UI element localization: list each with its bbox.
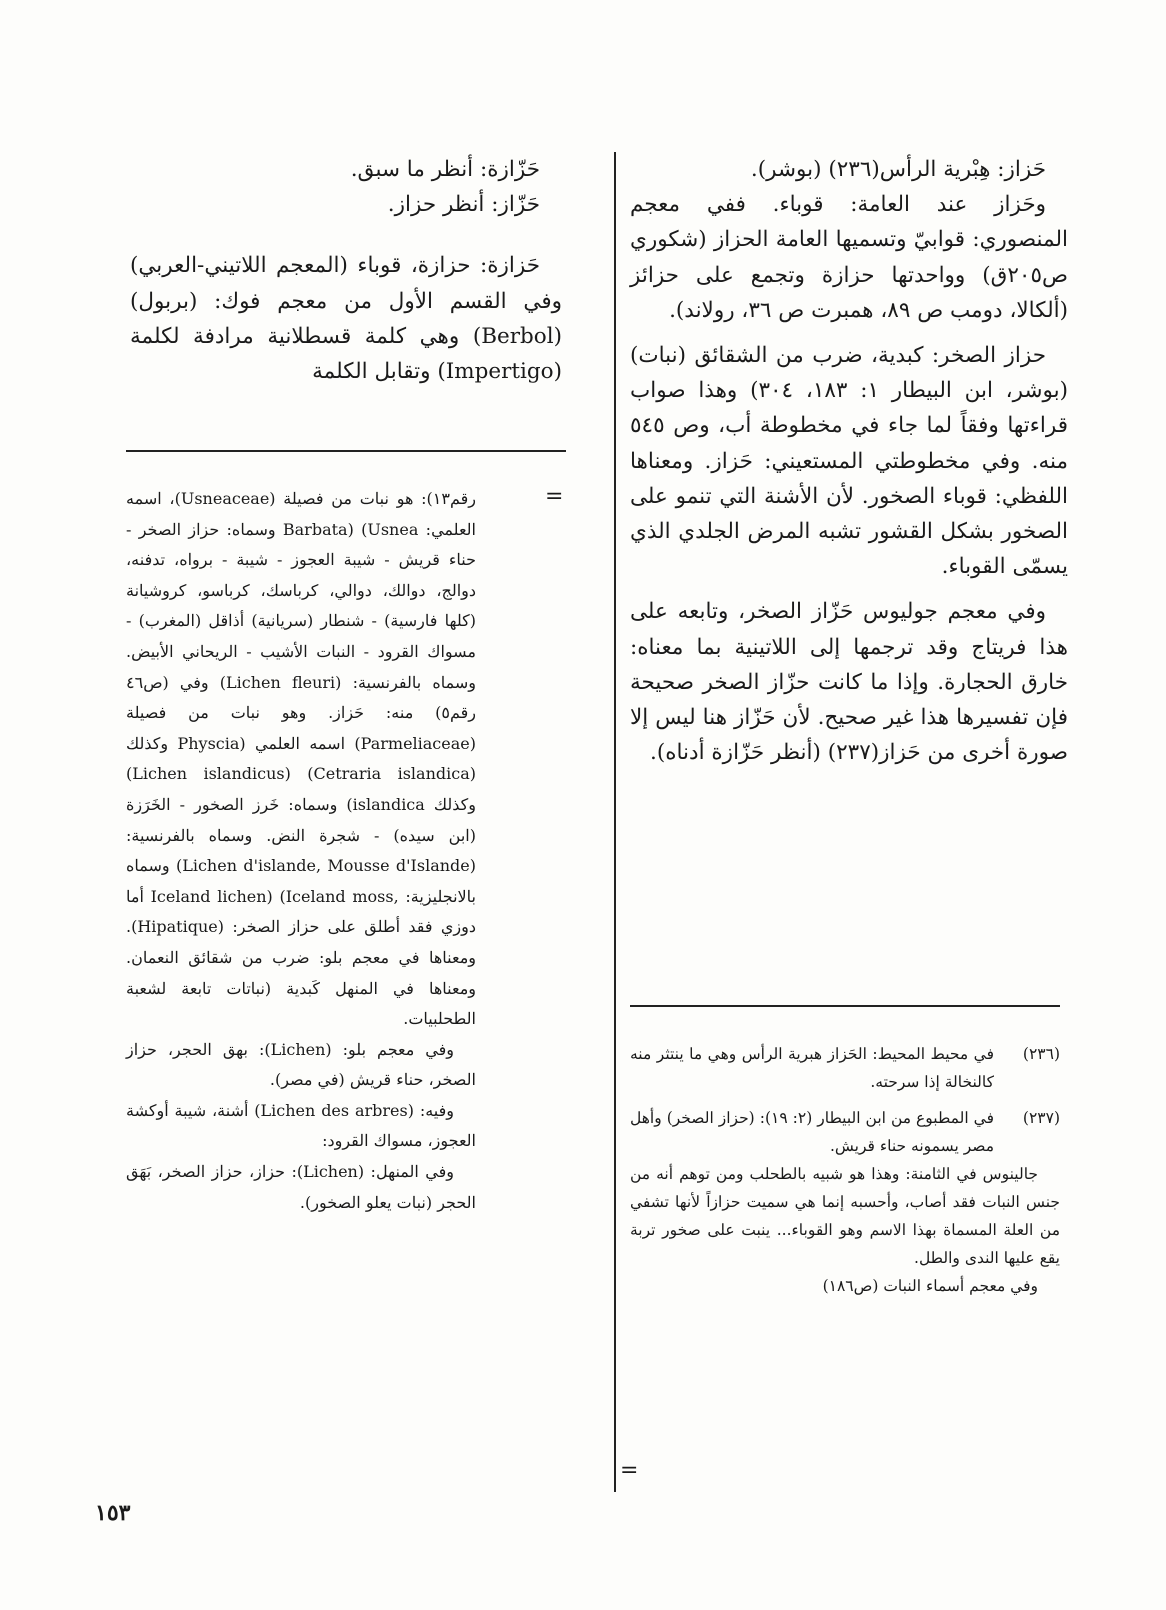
left-footnote-continuation <box>126 484 476 1218</box>
right-footnotes <box>630 1040 1060 1300</box>
footnote-blau: وفي معجم بلو: (Lichen): بهق الحجر، حزاز الصخر، حناء قريش (في مصر). <box>126 1039 476 1090</box>
footnote-text: في محيط المحيط: الحَزاز هبرية الرأس وهي ما ينتثر منه كالنخالة إذا سرحته. <box>630 1045 994 1091</box>
footnote-236 <box>630 1040 1060 1096</box>
footnote-continued-text: رقم١٣): هو نبات من فصيلة (Usneaceae)، اسمه العلمي: Usnea) (Barbata وسماه: حزاز الصخر - حناء قريش - شيبة العجوز - شيبة - برواه، تدفنه، دوالج، دوالك، دوالي، كرباسك، كرباسو، كروشيانة (كلها فارسية) - شنطار (سريانية) أذاقل (المغرب) - مسواك القرود - النبات الأشيب - الريحاني الأبيض. وسماه بالفرنسية: (Lichen fleuri) وفي (ص٤٦ رقم٥) منه: حَزاز. وهو نبات من فصيلة (Parmeliaceae) اسمه العلمي (Physcia وكذلك (Cetraria islandica) (Lichen islandicus) وكذلك islandica) وسماه: خَرز الصخور - الخَرَزة (ابن سيده) - شجرة النض. وسماه بالفرنسية: (Lichen d'islande, Mousse d'Islande) وسماه بالانجليزية: ,Iceland moss) (Iceland lichen أما دوزي فقد أطلق على حزاز الصخر: (Hipatique). ومعناها في معجم بلو: ضرب من شقائق النعمان. ومعناها في المنهل كَبدية (نباتات تابعة لشعبة الطحلبيات. <box>126 489 477 1029</box>
footnote-number: (٢٣٦) <box>1022 1045 1060 1063</box>
entry-hazaz: حَزاز: هِبْرية الرأس(٢٣٦) (بوشر). <box>750 157 1046 182</box>
entry-hazaz-alsakhr: حزاز الصخر: كبدية، ضرب من الشقائق (نبات) (بوشر، ابن البيطار ١: ١٨٣، ٣٠٤) وهذا صواب قراءتها وفقاً لما جاء في مخطوطة أب، وص ٥٤٥ منه. وفي مخطوطتي المستعيني: حَزاز. ومعناها اللفظي: قوباء الصخور. لأن الأشنة التي تنمو على الصخور بشكل القشور تشبه المرض الجلدي الذي يسمّى القوباء. <box>630 343 1068 580</box>
footnote-237 <box>630 1104 1060 1160</box>
entry-hazaz-common: وحَزاز عند العامة: قوباء. ففي معجم المنصوري: قوابيّ وتسميها العامة الحزاز (شكوري ص٢٠٥ق) وواحدتها حزازة وتجمع على حزائز (ألكالا، دومب ص ٨٩، همبرت ص ٣٦، رولاند). <box>630 192 1068 323</box>
footnote-text: في المطبوع من ابن البيطار (٢: ١٩): (حزاز الصخر) وأهل مصر يسمونه حناء قريش. <box>630 1109 994 1155</box>
right-main-column <box>630 152 1068 770</box>
entry-hazaza: حَزازة: حزازة، قوباء (المعجم اللاتيني-العربي) وفي القسم الأول من معجم فوك: (بربول) (Berbol) وهي كلمة قسطلانية مرادفة لكلمة (Impertigo) وتقابل الكلمة <box>130 253 562 385</box>
entry-hazzaz: حَزّاز: أنظر حزاز. <box>387 192 540 218</box>
left-main-column <box>130 152 562 389</box>
column-divider <box>614 152 616 1492</box>
footnote-blau-arbres: وفيه: (Lichen des arbres) أشنة، شيبة أوكشة العجوز، مسواك القرود: <box>126 1100 476 1151</box>
footnote-manhal: وفي المنهل: (Lichen): حزاز، حزاز الصخر، بَهَق الحجر (نبات يعلو الصخور). <box>126 1162 476 1212</box>
footnote-rule-left <box>126 450 566 452</box>
page-number: ١٥٣ <box>95 1500 131 1526</box>
continuation-mark: = <box>620 1458 639 1483</box>
continuation-mark: = <box>545 484 564 509</box>
footnote-rule-right <box>630 1005 1060 1007</box>
footnote-galen: جالينوس في الثامنة: وهذا هو شبيه بالطحلب ومن توهم أنه من جنس النبات فقد أصاب، وأحسبه إنما هي سميت حزازاً لأنها تشفي من العلة المسماة بهذا الاسم وهو القوباء... ينبت على صخور تربة يقع عليها الندى والطل. <box>630 1165 1060 1267</box>
footnote-number: (٢٣٧) <box>1022 1109 1060 1127</box>
footnote-plant-names: وفي معجم أسماء النبات (ص١٨٦) <box>822 1277 1038 1295</box>
entry-julius: وفي معجم جوليوس حَزّاز الصخر، وتابعه على هذا فريتاج وقد ترجمها إلى اللاتينية بما معناه: خارق الحجارة. وإذا ما كانت حزّاز الصخر صحيحة فإن تفسيرها هذا غير صحيح. لأن حَزّاز هنا ليس إلا صورة أخرى من حَزاز(٢٣٧) (أنظر حَزّازة أدناه). <box>630 599 1068 766</box>
entry-hazzaza: حَزّازة: أنظر ما سبق. <box>350 157 540 182</box>
